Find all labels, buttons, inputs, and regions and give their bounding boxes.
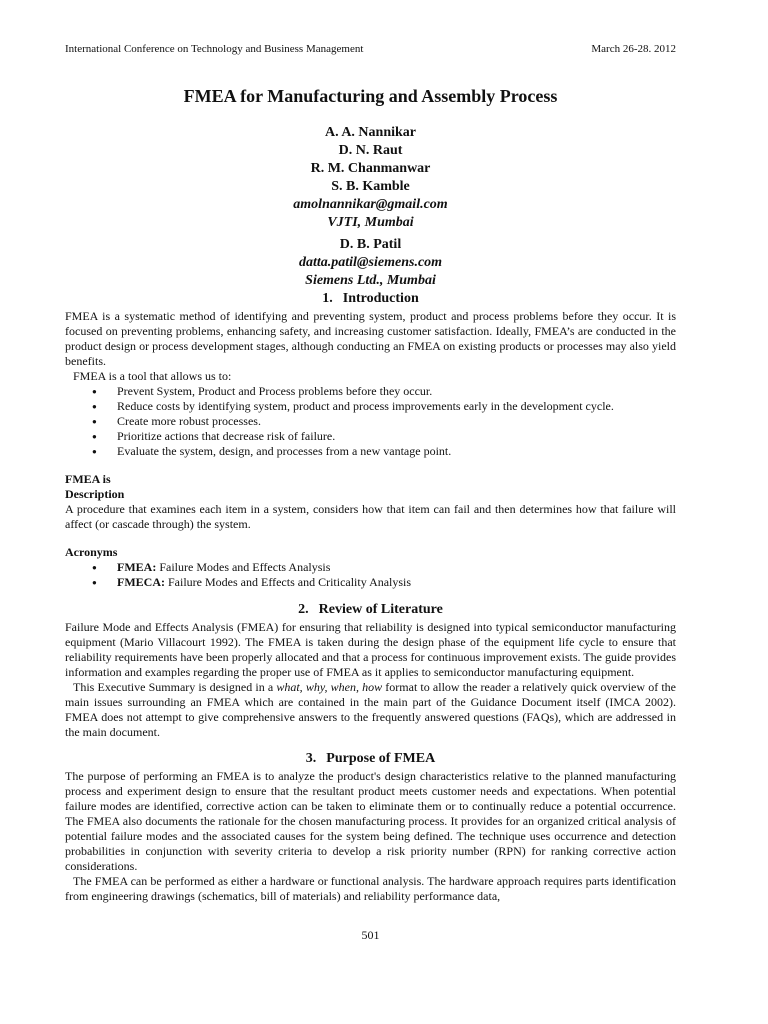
- section-heading-purpose: [65, 750, 676, 768]
- list-item: ● Reduce costs by identifying system, product and process improvements early in the development cycle.: [117, 399, 676, 414]
- author-name: A. A. Nannikar: [324, 125, 417, 140]
- author-name: D. B. Patil: [339, 237, 402, 252]
- list-item: ● Create more robust processes.: [117, 414, 676, 429]
- paragraph: [65, 680, 676, 740]
- author-block: [65, 124, 676, 290]
- paper-title: FMEA for Manufacturing and Assembly Process: [183, 86, 558, 106]
- list-item: ● Evaluate the system, design, and processes from a new vantage point.: [117, 444, 676, 459]
- text-run: format to allow the reader a relatively quick overview of the main issues surrounding an FMEA which are contained in the main part of the Guidance Document itself (IMCA 2002). FMEA does not attempt to give comprehensive answers to the frequently answered questions (FAQs), which are addressed in the main document.: [65, 680, 676, 739]
- section-heading-introduction: [65, 290, 676, 308]
- section-number: 2.: [298, 602, 309, 617]
- list-item: ● Prevent System, Product and Process problems before they occur.: [117, 384, 676, 399]
- acronym-term: FMEA:: [117, 560, 157, 574]
- section-title: Purpose of FMEA: [326, 751, 436, 766]
- paragraph: The purpose of performing an FMEA is to analyze the product's design characteristics relative to the planned manufacturing process and experiment design to ensure that the resultant product meets customer needs and expectations. When potential failure modes are identified, corrective action can be taken to eliminate them or to continually reduce a potential occurrence. The FMEA also documents the rationale for the chosen manufacturing process. It provides for an organized critical analysis of potential failure modes and the associated causes for the system being defined. The technique uses occurrence and detection probabilities in conjunction with severity criteria to develop a risk priority number (RPN) for ranking corrective action considerations.: [65, 769, 676, 873]
- paragraph: FMEA is a systematic method of identifying and preventing system, product and process problems before they occur. It is focused on preventing problems, enhancing safety, and increasing customer satisfaction. Ideally, FMEA’s are conducted in the product design or process development stages, although conducting an FMEA on existing products or processes may also yield benefits.: [65, 309, 676, 368]
- list-item: ● Prioritize actions that decrease risk of failure.: [117, 429, 676, 444]
- text-run: This Executive Summary is designed in a: [73, 680, 277, 694]
- subheading-acronyms: Acronyms: [65, 545, 118, 559]
- paragraph: FMEA is a tool that allows us to:: [73, 369, 232, 383]
- header-conference: International Conference on Technology and Business Management: [65, 43, 364, 55]
- section-number: 3.: [305, 751, 317, 766]
- header-date: March 26-28. 2012: [591, 43, 676, 55]
- section-heading-review: [65, 601, 676, 619]
- emphasis-text: what, why, when, how: [276, 680, 383, 694]
- page-number: 501: [361, 928, 380, 942]
- running-header: [65, 43, 676, 55]
- paragraph: The FMEA can be performed as either a hardware or functional analysis. The hardware approach requires parts identification from engineering drawings (schematics, bill of materials) and reliability performance data,: [65, 874, 676, 903]
- subheading-description: Description: [65, 487, 125, 501]
- acronym-definition: Failure Modes and Effects Analysis: [156, 560, 331, 574]
- author-affiliation: VJTI, Mumbai: [327, 215, 414, 230]
- section-title: Introduction: [342, 291, 419, 306]
- author-name: D. N. Raut: [338, 143, 403, 158]
- acronym-term: FMECA:: [117, 575, 165, 589]
- acronym-definition: Failure Modes and Effects and Criticality Analysis: [165, 575, 412, 589]
- author-name: R. M. Chanmanwar: [310, 161, 431, 176]
- paper-body: [65, 290, 676, 904]
- section-title: Review of Literature: [318, 602, 443, 617]
- list-item: [117, 560, 676, 575]
- subheading-fmea-is: FMEA is: [65, 472, 111, 486]
- author-email: amolnannikar@gmail.com: [293, 197, 448, 212]
- section-number: 1.: [322, 291, 333, 306]
- author-name: S. B. Kamble: [331, 179, 410, 194]
- paragraph: A procedure that examines each item in a system, considers how that item can fail and then determines how that failure will affect (or cascade through) the system.: [65, 502, 676, 531]
- paragraph: Failure Mode and Effects Analysis (FMEA) for ensuring that reliability is designed into typical semiconductor manufacturing equipment (Mario Villacourt 1992). The FMEA is taken during the design phase of the equipment life cycle to ensure that reliability requirements have been properly allocated and that a process for continuous improvement exists. The guide provides information and examples regarding the proper use of FMEA as it applies to semiconductor manufacturing equipment.: [65, 620, 676, 679]
- list-item: [117, 575, 676, 590]
- author-email: datta.patil@siemens.com: [298, 255, 443, 270]
- acronym-list: [65, 560, 676, 590]
- bullet-list: [65, 384, 676, 459]
- author-affiliation: Siemens Ltd., Mumbai: [305, 273, 436, 288]
